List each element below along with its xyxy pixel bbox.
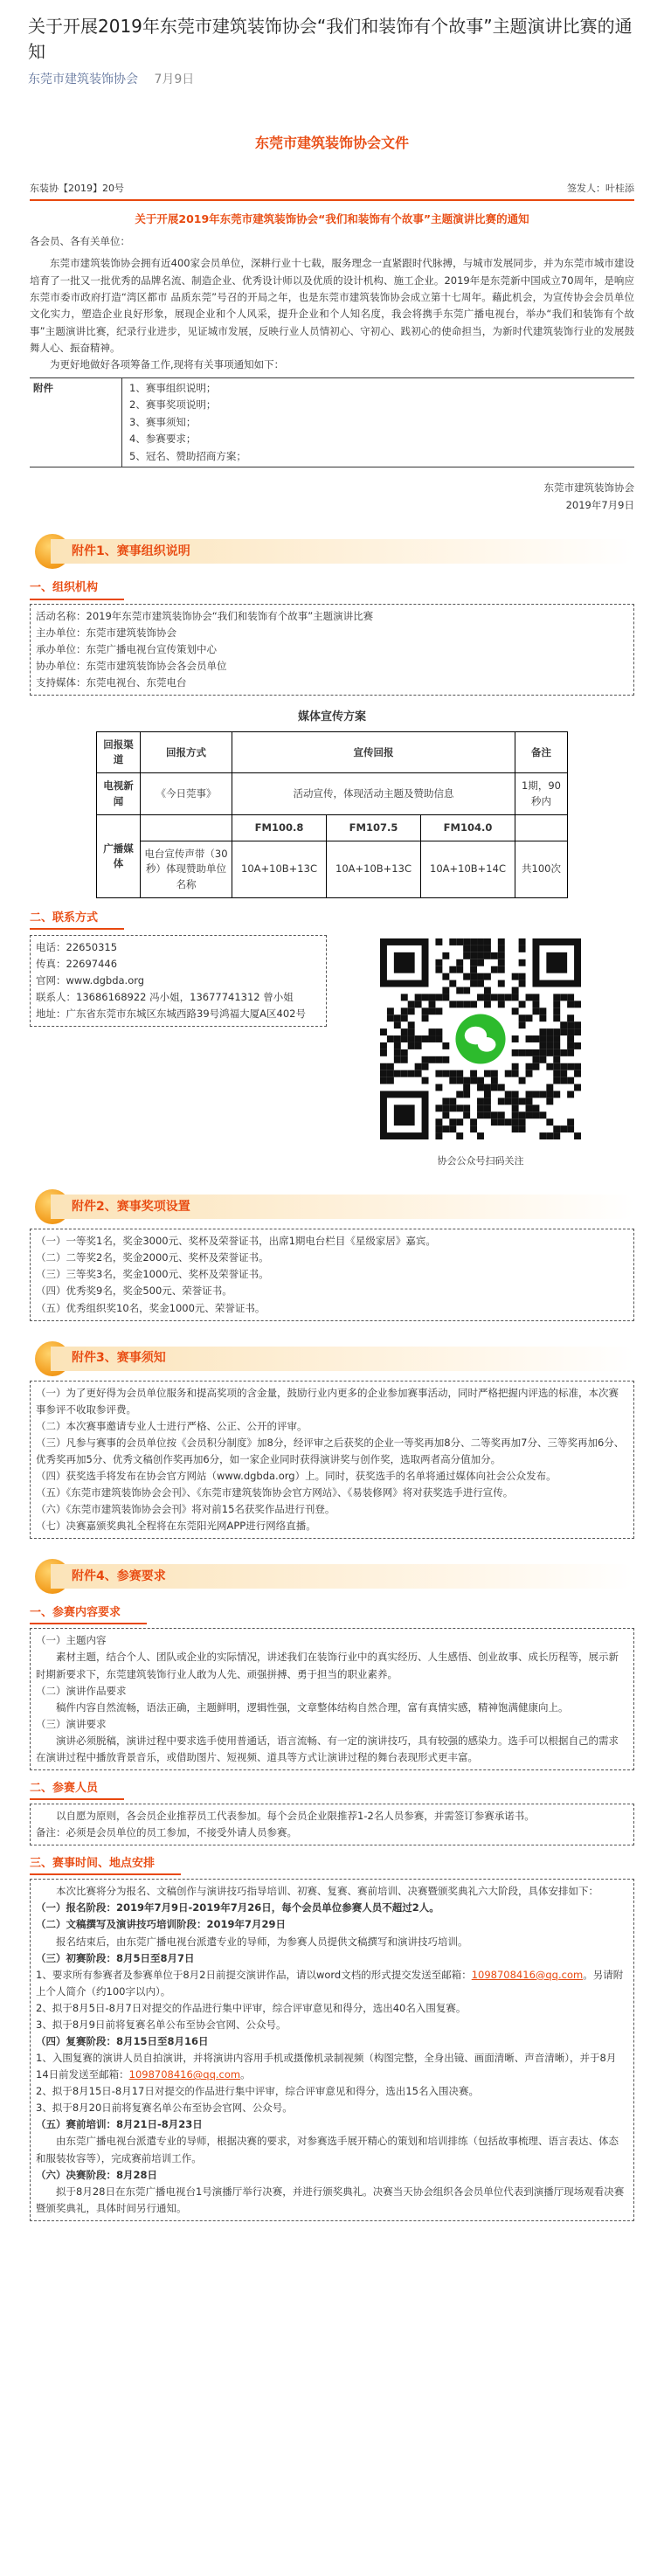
section-title: 附件1、赛事组织说明 [51, 539, 634, 564]
table-header: 宣传回报 [232, 731, 515, 773]
award-line: （三）三等奖3名，奖金1000元、奖杯及荣誉证书。 [36, 1268, 269, 1281]
table-cell [515, 814, 568, 841]
document-org-header: 东莞市建筑装饰协会文件 [254, 134, 409, 151]
contact-box [30, 935, 327, 1027]
qr-caption: 协会公众号扫码关注 [437, 1155, 524, 1167]
table-cell: 电视新闻 [97, 773, 141, 815]
notice-line: （四）获奖选手将发布在协会官方网站（www.dgbda.org）上。同时，获奖选手的名单将通过媒体向社会公众发布。 [36, 1470, 557, 1483]
notice-line: （七）决赛嘉颁奖典礼全程将在东莞阳光网APP进行网络直播。 [36, 1520, 316, 1533]
section-title: 附件4、参赛要求 [51, 1564, 634, 1589]
table-cell: 共100次 [515, 841, 568, 898]
notice-line: （三）凡参与赛事的会员单位按《会员积分制度》加8分，经评审之后获奖的企业一等奖再加8分、二等奖再加7分、三等奖再加6分、优秀奖再加5分、优秀文稿创作奖再加6分，如一家企业同时获得演讲奖与创作奖，选取两者高分值加分。 [36, 1436, 625, 1465]
attachment-item: 4、参赛要求； [129, 433, 197, 446]
table-cell: 《今日莞事》 [141, 773, 232, 815]
participants-box [30, 1804, 634, 1845]
schedule-detail: 由东莞广播电视台派遣专业的导师，根据决赛的要求，对参赛选手展开精心的策划和培训排练（包括故事梳理、语言表达、体态和服装妆容等），完成赛前培训工作。 [36, 2135, 619, 2164]
contact-line: 传真：22697446 [36, 958, 118, 971]
award-line: （一）一等奖1名，奖金3000元、奖杯及荣誉证书，出席1期电台栏目《星级家居》嘉宾。 [36, 1235, 436, 1248]
requirement-line: （一）主题内容 [36, 1634, 107, 1647]
schedule-detail: 2、拟于8月15日-8月17日对提交的作品进行集中评审，综合评审意见和得分，选出15名入围决赛。 [36, 2085, 479, 2098]
greeting: 各会员、各有关单位： [30, 235, 130, 248]
schedule-stage: （二）文稿撰写及演讲技巧培训阶段：2019年7月29日 [36, 1918, 287, 1931]
section-header-attachment-2 [30, 1188, 634, 1225]
table-cell: 1期，90秒内 [515, 773, 568, 815]
schedule-detail: 3、拟于8月20日前将复赛名单公布至协会官网、公众号。 [36, 2102, 293, 2115]
schedule-detail [36, 1967, 628, 2000]
intro-paragraph-2: 为更好地做好各项筹备工作,现将有关事项通知如下： [50, 358, 285, 371]
article-title: 关于开展2019年东莞市建筑装饰协会“我们和装饰有个故事”主题演讲比赛的通知 [28, 16, 633, 62]
section-title: 附件2、赛事奖项设置 [51, 1195, 634, 1219]
subsection-title: 二、参赛人员 [30, 1779, 124, 1800]
attachment-item: 1、赛事组织说明； [129, 381, 217, 394]
document-number-row [30, 181, 634, 202]
org-line: 活动名称：2019年东莞市建筑装饰协会“我们和装饰有个故事”主题演讲比赛 [36, 609, 374, 622]
section-header-attachment-4 [30, 1558, 634, 1595]
document-body [0, 132, 664, 2221]
signature-date: 2019年7月9日 [565, 498, 634, 511]
qr-area [376, 935, 585, 1169]
schedule-stage: （一）报名阶段：2019年7月9日-2019年7月26日，每个会员单位参赛人员不超过2人。 [36, 1901, 439, 1915]
table-header: 回报方式 [141, 731, 232, 773]
schedule-detail-text: 1、入围复赛的演讲人员自拍演讲，并将演讲内容用手机或摄像机录制视频（构图完整，全身出镜、画面清晰、声音清晰），并于8月14日前发送至邮箱： [36, 2052, 617, 2081]
notice-line: （五）《东莞市建筑装饰协会会刊》、《东莞市建筑装饰协会官方网站》、《易装修网》将对获奖选手进行宣传。 [36, 1486, 514, 1499]
schedule-detail-text: 1、要求所有参赛者及参赛单位于8月2日前提交演讲作品，请以word文档的形式提交发送至邮箱： [36, 1968, 472, 1981]
table-header-row [97, 731, 568, 773]
account-name-link[interactable]: 东莞市建筑装饰协会 [28, 73, 138, 87]
schedule-stage: （三）初赛阶段：8月5日至8月7日 [36, 1951, 195, 1964]
email-link[interactable]: 1098708416@qq.com [471, 1968, 584, 1981]
participants-line: 备注：必须是会员单位的员工参加，不接受外请人员参赛。 [36, 1826, 297, 1839]
table-row [97, 773, 568, 815]
requirement-line: （二）演讲作品要求 [36, 1684, 127, 1697]
intro-paragraph: 东莞市建筑装饰协会拥有近400家会员单位，深耕行业十七载，服务理念一直紧跟时代脉搏，与城市发展同步，并为东莞市城市建设培育了一批又一批优秀的品牌名流、制造企业、优秀设计师以及优质的设计机构、施工企业。2019年是东莞新中国成立70周年，是响应东莞市委市政府打造“湾区都市 品质东莞”号召的开局之年，也是东莞市建筑装饰协会成立第十七周年。藉此机会，为宣传协会会员单位文化实力，塑造企业良好形象，展现企业和个人风采，提升企业和个人知名度，我会将携手东莞广播电视台，举办“我们和装饰有个故事”主题演讲比赛，纪录行业进步，见证城市发展，反映行业人员情初心、守初心、践初心的使命担当，为新时代建筑装饰行业的发展鼓舞人心、振奋精神。 [30, 257, 634, 355]
table-cell: FM104.0 [421, 814, 515, 841]
schedule-stage: （五）赛前培训：8月21日-8月23日 [36, 2118, 203, 2131]
schedule-detail: 报名结束后，由东莞广播电视台派遣专业的导师，为参赛人员提供文稿撰写和演讲技巧培训。 [56, 1935, 468, 1948]
notice-box [30, 1381, 634, 1540]
award-line: （四）优秀奖9名，奖金500元、荣誉证书。 [36, 1285, 232, 1298]
attachment-table [30, 377, 634, 468]
schedule-detail [36, 2050, 628, 2083]
contact-line: 官网：www.dgbda.org [36, 974, 145, 987]
table-cell: 电台宣传声带（30秒）体现赞助单位名称 [141, 841, 232, 898]
table-cell: 10A+10B+14C [421, 841, 515, 898]
section-title: 附件3、赛事须知 [51, 1347, 634, 1371]
award-line: （五）优秀组织奖10名，奖金1000元、荣誉证书。 [36, 1301, 266, 1314]
document-signer: 签发人：叶桂添 [567, 182, 634, 194]
table-header: 备注 [515, 731, 568, 773]
schedule-stage: （四）复赛阶段：8月15日至8月16日 [36, 2034, 209, 2047]
media-plan-title: 媒体宣传方案 [297, 710, 366, 724]
notice-line: （一）为了更好得为会员单位服务和提高奖项的含金量，鼓励行业内更多的企业参加赛事活动，同时严格把握内评选的标准，本次赛事参评不收取参评费。 [36, 1386, 619, 1416]
requirement-line: （三）演讲要求 [36, 1717, 107, 1730]
section-header-attachment-1 [30, 533, 634, 570]
awards-box [30, 1229, 634, 1320]
table-cell: 10A+10B+13C [327, 841, 421, 898]
contact-line: 电话：22650315 [36, 941, 118, 953]
notice-title: 关于开展2019年东莞市建筑装饰协会“我们和装饰有个故事”主题演讲比赛的通知 [135, 212, 529, 226]
notice-line: （二）本次赛事邀请专业人士进行严格、公正、公开的评审。 [36, 1419, 308, 1432]
subsection-title: 二、联系方式 [30, 909, 124, 930]
table-row [97, 841, 568, 898]
schedule-detail-text: 。 [240, 2068, 251, 2081]
attachment-item: 3、赛事须知； [129, 415, 197, 428]
schedule-detail: 3、拟于8月9日前将复赛名单公布至协会官网、公众号。 [36, 2018, 287, 2031]
requirement-line: 稿件内容自然流畅，语法正确，主题鲜明，逻辑性强，文章整体结构自然合理，富有真情实感，精神饱满健康向上。 [56, 1700, 569, 1714]
award-line: （二）二等奖2名，奖金2000元、奖杯及荣誉证书。 [36, 1251, 269, 1264]
table-cell [141, 814, 232, 841]
schedule-intro: 本次比赛将分为报名、文稿创作与演讲技巧指导培训、初赛、复赛、赛前培训、决赛暨颁奖典礼六大阶段，具体安排如下： [56, 1885, 598, 1898]
signature-org: 东莞市建筑装饰协会 [543, 481, 634, 495]
org-line: 支持媒体：东莞电视台、东莞电台 [36, 675, 187, 689]
article-meta [0, 65, 664, 106]
attachment-list [121, 377, 634, 468]
table-header: 回报渠道 [97, 731, 141, 773]
schedule-detail: 2、拟于8月5日-8月7日对提交的作品进行集中评审，综合评审意见和得分，选出40名入围复赛。 [36, 2001, 467, 2014]
requirement-line: 演讲必须脱稿，演讲过程中要求选手使用普通话，语言流畅、有一定的演讲技巧，具有较强的感染力。选手可以根据自己的需求在演讲过程中播放背景音乐，或借助图片、短视频、道具等方式让演讲过程的舞台表现形式更丰富。 [36, 1734, 619, 1763]
schedule-detail: 拟于8月28日在东莞广播电视台1号演播厅举行决赛，并进行颁奖典礼。决赛当天协会组织各会员单位代表到演播厅现场观看决赛暨颁奖典礼，具体时间另行通知。 [36, 2185, 625, 2214]
notice-line: （六）《东莞市建筑装饰协会会刊》将对前15名获奖作品进行刊登。 [36, 1503, 335, 1516]
attachment-item: 2、赛事奖项说明； [129, 398, 217, 412]
contact-line: 地址：广东省东莞市东城区东城西路39号鸿福大厦A区402号 [36, 1008, 306, 1021]
table-cell: FM100.8 [232, 814, 327, 841]
org-line: 协办单位：东莞市建筑装饰协会各会员单位 [36, 659, 227, 672]
subsection-title: 一、参赛内容要求 [30, 1603, 147, 1624]
requirement-line: 素材主题，结合个人、团队或企业的实际情况，讲述我们在装饰行业中的真实经历、人生感悟、创业故事、成长历程等，展示新时期新要求下，东莞建筑装饰行业人敢为人先、顽强拼搏、勇于担当的职业素养。 [36, 1651, 619, 1680]
media-plan-table [96, 731, 568, 898]
section-header-attachment-3 [30, 1340, 634, 1377]
signature-block [30, 480, 634, 514]
contact-row [30, 935, 634, 1169]
table-row [97, 814, 568, 841]
table-cell: 活动宣传，体现活动主题及赞助信息 [232, 773, 515, 815]
org-line: 承办单位：东莞广播电视台宣传策划中心 [36, 642, 217, 655]
organization-box [30, 604, 634, 696]
schedule-detail-text: 。另请附上个人简介（约100字以内）。 [36, 1968, 624, 1998]
publish-date: 7月9日 [154, 73, 195, 87]
contact-line: 联系人：13686168922 冯小姐，13677741312 曾小姐 [36, 991, 294, 1004]
schedule-stage: （六）决赛阶段：8月28日 [36, 2168, 158, 2181]
content-requirements-box [30, 1628, 634, 1770]
subsection-title: 一、组织机构 [30, 578, 124, 599]
attachment-label: 附件 [30, 377, 121, 468]
table-cell: 广播媒体 [97, 814, 141, 897]
table-cell: 10A+10B+13C [232, 841, 327, 898]
org-line: 主办单位：东莞市建筑装饰协会 [36, 626, 176, 639]
table-cell: FM107.5 [327, 814, 421, 841]
qr-code-icon[interactable] [380, 938, 581, 1139]
schedule-box [30, 1879, 634, 2221]
document-number: 东装协【2019】20号 [30, 182, 124, 194]
attachment-item: 5、冠名、赞助招商方案； [129, 449, 246, 462]
subsection-title: 三、赛事时间、地点安排 [30, 1854, 181, 1875]
email-link[interactable]: 1098708416@qq.com [128, 2068, 241, 2081]
participants-line: 以自愿为原则，各会员企业推荐员工代表参加。每个会员企业限推荐1-2名人员参赛，并需签订参赛承诺书。 [56, 1810, 535, 1823]
